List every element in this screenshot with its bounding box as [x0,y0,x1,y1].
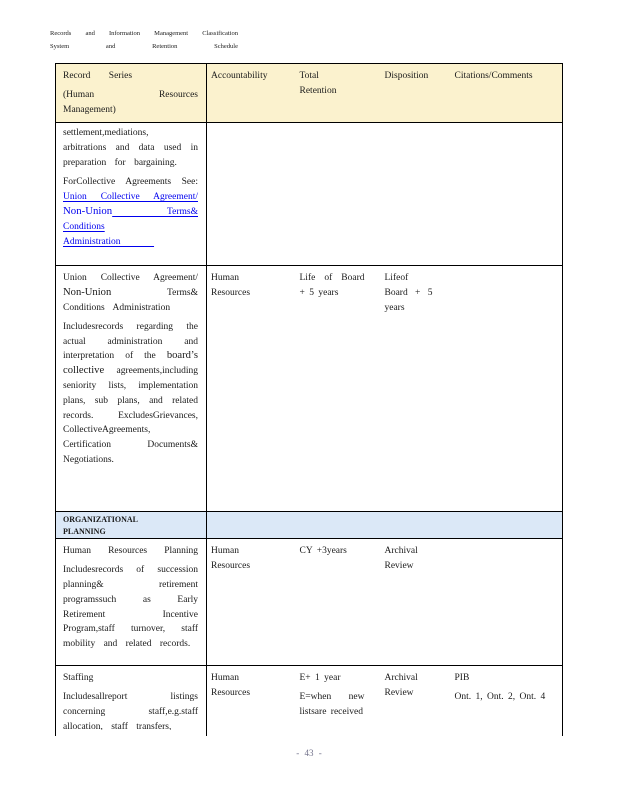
text-run: agreements,including seniority lists, implementation plans, sub plans, and related records. ExcludesGrievances, CollectiveAgreements, Certification Documents& Negotiations. [63,366,198,466]
cell-citations-comments [451,266,563,512]
paragraph [63,175,198,250]
cell-total-retention [296,666,381,736]
cell-content [56,64,206,116]
paragraph: Life of Board + 5 years [299,273,365,298]
paragraph: Ont. 1, Ont. 2, Ont. 4 [454,692,546,703]
cell-citations-comments [451,123,563,266]
cell-content [451,539,563,544]
paragraph [63,271,198,315]
paragraph: Disposition [384,71,429,81]
cell-accountability [207,539,296,666]
cell-content [381,266,451,315]
paragraph: Human Resources [211,273,251,298]
section-organizational-planning [56,512,563,539]
paragraph: Record Series [63,71,133,81]
section-cell-spacer [207,512,563,539]
row-union-collective-agreement [56,266,563,512]
cell-accountability [207,123,296,266]
cell-disposition [381,266,451,512]
section-heading: ORGANIZATIONAL PLANNING [63,515,138,536]
paragraph: Human Resources Planning [63,546,198,556]
cell-content [296,666,381,720]
paragraph: Lifeof Board + 5 years [384,273,433,313]
cross-reference-link[interactable]: Non-Union [63,205,113,218]
cell-citations-comments [451,666,563,736]
cell-disposition [381,539,451,666]
text-run: board’s collective [63,350,198,377]
cell-record-series [56,123,207,266]
cell-content [296,64,381,99]
cell-content [56,666,206,730]
cell-content [207,123,296,128]
cell-content [451,266,563,271]
header-cell-disposition [381,64,451,123]
section-cell-label [56,512,207,539]
cell-total-retention [296,539,381,666]
cell-accountability [207,666,296,736]
text-run: Includesrecords regarding the actual administration and interpretation of the [63,321,198,362]
cell-content [451,666,563,705]
text-run: Non-Union [63,286,112,298]
cell-disposition [381,123,451,266]
cell-content [56,266,206,468]
cell-content [451,64,563,84]
cell-content [56,539,206,652]
cell-content [207,266,296,301]
cell-record-series [56,539,207,666]
cell-accountability [207,266,296,512]
text-run: ForCollective Agreements See: [63,176,198,187]
header-cell-total-retention [296,64,381,123]
document-title: Records and Information Management Classification System and Retention Schedule [50,30,238,50]
paragraph: Citations/Comments [454,71,533,81]
cell-content [381,539,451,574]
header-cell-accountability [207,64,296,123]
cell-total-retention [296,266,381,512]
paragraph: Human Resources [211,673,251,698]
cell-disposition [381,666,451,736]
table-header [56,64,563,123]
cell-content [296,539,381,559]
retention-schedule-table [55,63,563,736]
paragraph: Includesrecords of succession planning& retirement programssuch as Early Retirement Incentive Program,staff turnover, staff mobility and related records. [63,565,198,650]
cell-content [207,666,296,701]
cell-content [296,123,381,128]
paragraph: E=when new listsare received [299,692,365,718]
paragraph: Staffing [63,673,94,683]
paragraph: (Human Resources Management) [63,90,198,116]
cell-content [381,123,451,128]
paragraph: Accountability [211,71,268,81]
cell-content [56,123,206,250]
cell-record-series [56,666,207,736]
cell-content [207,539,296,574]
header-cell-record-series [56,64,207,123]
text-run: Union Collective Agreement/ [63,273,198,283]
cell-citations-comments [451,539,563,666]
table-body [56,123,563,736]
row-staffing [56,666,563,736]
cross-reference-link[interactable]: Union Collective Agreement/ [63,191,198,202]
cell-total-retention [296,123,381,266]
paragraph: Human Resources [211,546,251,571]
paragraph: Includesallreport listings concerning staff,e.g.staff allocation, staff transfers, [63,692,198,730]
header-cell-citations-comments [451,64,563,123]
paragraph: PIB [454,673,470,683]
paragraph: Archival Review [384,673,418,698]
cell-content [296,266,381,301]
cell-content [207,64,296,84]
cell-record-series [56,266,207,512]
page-number: - 43 - [296,748,322,758]
paragraph [63,320,198,468]
cell-content [451,123,563,128]
row-settlement-continuation [56,123,563,266]
cell-content [381,666,451,701]
paragraph: Total Retention [299,71,337,96]
text-run: Terms& Conditions Administration [63,287,198,313]
paragraph: E+ 1 year [299,673,341,683]
table-header-row [56,64,563,123]
paragraph: Archival Review [384,546,418,571]
cross-reference-link[interactable]: Terms& Conditions Administration [63,207,198,248]
paragraph: CY +3years [299,546,347,556]
cell-content [381,64,451,84]
paragraph: settlement,mediations, arbitrations and data used in preparation for bargaining. [63,128,198,168]
row-human-resources-planning [56,539,563,666]
